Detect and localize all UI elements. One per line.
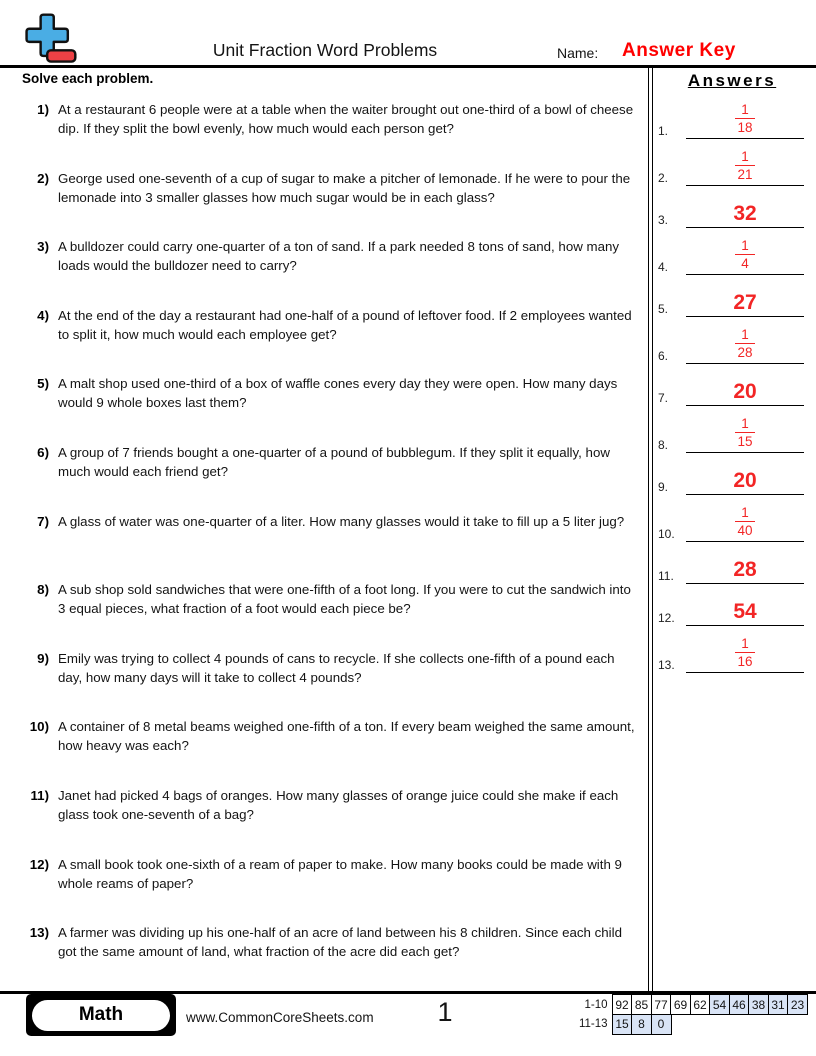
problem-number: 1) bbox=[37, 102, 49, 117]
answer-value-fraction bbox=[735, 505, 755, 539]
answer-blank-line bbox=[686, 381, 804, 406]
score-cell: 92 bbox=[612, 994, 633, 1015]
answer-value-fraction bbox=[735, 102, 755, 136]
answer-value-fraction bbox=[735, 238, 755, 272]
answer-blank-line bbox=[686, 601, 804, 626]
answer-number: 1. bbox=[658, 124, 669, 138]
score-cell: 38 bbox=[748, 994, 769, 1015]
answer-number: 8. bbox=[658, 438, 669, 452]
answer-blank-line bbox=[686, 559, 804, 584]
answer-value: 20 bbox=[733, 380, 757, 403]
problem-number: 10) bbox=[29, 719, 49, 735]
problem-number: 3) bbox=[37, 239, 49, 255]
problem-number: 12) bbox=[29, 856, 49, 872]
score-cell: 31 bbox=[768, 994, 789, 1015]
score-cells bbox=[612, 1014, 672, 1035]
answer-value: 32 bbox=[733, 202, 757, 225]
answer-number: 10. bbox=[658, 527, 675, 541]
answer-blank-line bbox=[686, 470, 804, 495]
problem-text: A small book took one-sixth of a ream of paper to make. How many books could be made with 9 whole reams of paper? bbox=[58, 856, 622, 891]
answer-value: 54 bbox=[733, 600, 757, 623]
answer-number: 6. bbox=[658, 349, 669, 363]
answer-value: 20 bbox=[733, 469, 757, 492]
fraction-numerator: 1 bbox=[735, 102, 755, 120]
score-cells bbox=[612, 994, 809, 1015]
problem-number: 5) bbox=[37, 376, 49, 392]
score-row-1-10 bbox=[574, 994, 809, 1015]
answer-item-10 bbox=[656, 495, 808, 542]
answer-item-8 bbox=[656, 406, 808, 453]
answer-item-2 bbox=[656, 139, 808, 186]
problem-text: A farmer was dividing up his one-half of an acre of land between his 8 children. Since each child got the same amount of land, what fraction of the acre did each get? bbox=[58, 925, 622, 960]
problem-text: At the end of the day a restaurant had one-half of a pound of leftover food. If 2 employees wanted to split it, how much would each employee get? bbox=[58, 307, 632, 342]
score-cell: 15 bbox=[612, 1014, 633, 1035]
score-cell: 85 bbox=[631, 994, 652, 1015]
fraction-numerator: 1 bbox=[735, 149, 755, 167]
problem-item-9 bbox=[22, 649, 644, 718]
score-cell: 62 bbox=[690, 994, 711, 1015]
answer-item-5 bbox=[656, 275, 808, 317]
problem-item-12 bbox=[22, 855, 644, 924]
answer-item-7 bbox=[656, 364, 808, 406]
score-row-label: 11-13 bbox=[578, 1018, 608, 1030]
problem-number: 4) bbox=[37, 307, 49, 323]
score-cell: 77 bbox=[651, 994, 672, 1015]
answer-number: 9. bbox=[658, 480, 669, 494]
answer-blank-line bbox=[686, 238, 804, 275]
answer-value-fraction bbox=[735, 416, 755, 450]
website-url: www.CommonCoreSheets.com bbox=[186, 1010, 374, 1025]
answer-value: 27 bbox=[733, 291, 757, 314]
header-divider bbox=[0, 65, 816, 68]
problem-text: At a restaurant 6 people were at a table when the waiter brought out one-third of a bowl of cheese dip. If they split the bowl evenly, how much would each person get? bbox=[58, 102, 634, 136]
problem-text: A malt shop used one-third of a box of waffle cones every day they were open. How many days would 9 whole boxes last them? bbox=[58, 376, 618, 411]
answers-column-divider bbox=[648, 68, 653, 991]
fraction-numerator: 1 bbox=[735, 505, 755, 523]
score-cell: 8 bbox=[631, 1014, 652, 1035]
problem-number: 6) bbox=[37, 444, 49, 460]
answer-item-12 bbox=[656, 584, 808, 626]
answer-item-11 bbox=[656, 542, 808, 584]
answer-blank-line bbox=[686, 505, 804, 542]
answer-blank-line bbox=[686, 149, 804, 186]
problem-number: 8) bbox=[37, 582, 49, 598]
problem-item-10 bbox=[22, 717, 644, 786]
answer-item-6 bbox=[656, 317, 808, 364]
subject-badge-label: Math bbox=[32, 1000, 170, 1031]
answer-number: 4. bbox=[658, 260, 669, 274]
problem-item-11 bbox=[22, 786, 644, 855]
name-label: Name: bbox=[557, 45, 599, 61]
problem-text: A sub shop sold sandwiches that were one-fifth of a foot long. If you were to cut the sandwich into 3 equal pieces, what fraction of a foot would each piece be? bbox=[58, 582, 631, 617]
answer-item-1 bbox=[656, 92, 808, 139]
instructions: Solve each problem. bbox=[22, 71, 154, 86]
score-row-label: 1-10 bbox=[584, 998, 608, 1011]
problem-text: A bulldozer could carry one-quarter of a ton of sand. If a park needed 8 tons of sand, how many loads would the bulldozer need to carry? bbox=[58, 239, 620, 274]
problem-number: 9) bbox=[37, 650, 49, 666]
answer-number: 3. bbox=[658, 213, 669, 227]
score-cell: 0 bbox=[651, 1014, 672, 1035]
fraction-denominator: 4 bbox=[741, 256, 749, 272]
answer-blank-line bbox=[686, 416, 804, 453]
problem-item-4 bbox=[22, 306, 644, 375]
problem-item-3 bbox=[22, 237, 644, 306]
problem-item-13 bbox=[22, 923, 644, 992]
problem-text: Emily was trying to collect 4 pounds of cans to recycle. If she collects one-fifth of a pound each day, how many days will it take to collect 4 pounds? bbox=[58, 650, 615, 685]
answer-blank-line bbox=[686, 102, 804, 139]
problem-item-6 bbox=[22, 443, 644, 512]
problem-number: 2) bbox=[37, 170, 49, 186]
score-cell: 23 bbox=[787, 994, 808, 1015]
fraction-numerator: 1 bbox=[735, 636, 755, 654]
answer-item-4 bbox=[656, 228, 808, 275]
fraction-denominator: 16 bbox=[737, 654, 753, 670]
answers-heading: Answers bbox=[687, 71, 777, 90]
problem-item-5 bbox=[22, 374, 644, 443]
answer-value-fraction bbox=[735, 636, 755, 670]
subject-badge bbox=[26, 994, 176, 1036]
answer-number: 13. bbox=[658, 658, 675, 672]
fraction-denominator: 40 bbox=[737, 523, 753, 539]
name-value-answer-key: Answer Key bbox=[622, 40, 736, 61]
answer-value-fraction bbox=[735, 327, 755, 361]
problem-item-7 bbox=[22, 512, 644, 581]
score-cell: 54 bbox=[709, 994, 730, 1015]
problem-item-1 bbox=[22, 100, 644, 169]
answer-item-3 bbox=[656, 186, 808, 228]
score-row-11-13 bbox=[574, 1014, 809, 1035]
problem-text: George used one-seventh of a cup of sugar to make a pitcher of lemonade. If he were to pour the lemonade into 3 smaller glasses how much sugar would be in each glass? bbox=[58, 170, 631, 205]
answer-number: 5. bbox=[658, 302, 669, 316]
answer-blank-line bbox=[686, 327, 804, 364]
problem-item-8 bbox=[22, 580, 644, 649]
answer-number: 2. bbox=[658, 171, 669, 185]
score-cell: 46 bbox=[729, 994, 750, 1015]
problem-text: A group of 7 friends bought a one-quarter of a pound of bubblegum. If they split it equally, how much would each friend get? bbox=[58, 444, 610, 479]
problem-text: Janet had picked 4 bags of oranges. How many glasses of orange juice could she make if each glass took one-seventh of a bag? bbox=[58, 787, 619, 822]
answer-item-13 bbox=[656, 626, 808, 673]
answer-item-9 bbox=[656, 453, 808, 495]
fraction-numerator: 1 bbox=[735, 238, 755, 256]
answer-value-fraction bbox=[735, 149, 755, 183]
score-table bbox=[574, 994, 809, 1035]
fraction-numerator: 1 bbox=[735, 327, 755, 345]
answer-blank-line bbox=[686, 203, 804, 228]
answer-blank-line bbox=[686, 292, 804, 317]
problem-item-2 bbox=[22, 169, 644, 238]
fraction-denominator: 21 bbox=[737, 167, 753, 183]
fraction-denominator: 28 bbox=[737, 345, 753, 361]
problems-list bbox=[22, 100, 644, 992]
answer-number: 7. bbox=[658, 391, 669, 405]
answers-list bbox=[656, 92, 808, 673]
answer-number: 12. bbox=[658, 611, 675, 625]
problem-text: A container of 8 metal beams weighed one-fifth of a ton. If every beam weighed the same amount, how heavy was each? bbox=[58, 719, 635, 754]
page-title: Unit Fraction Word Problems bbox=[212, 40, 438, 60]
fraction-denominator: 15 bbox=[737, 434, 753, 450]
fraction-numerator: 1 bbox=[735, 416, 755, 434]
problem-text: A glass of water was one-quarter of a liter. How many glasses would it take to fill up a 5 liter jug? bbox=[58, 513, 625, 529]
problem-number: 13) bbox=[29, 925, 49, 941]
answer-number: 11. bbox=[658, 569, 674, 583]
page-number: 1 bbox=[437, 997, 453, 1027]
problem-number: 7) bbox=[37, 513, 49, 529]
problem-number: 11) bbox=[30, 787, 49, 803]
fraction-denominator: 18 bbox=[737, 120, 753, 136]
answer-blank-line bbox=[686, 636, 804, 673]
answer-value: 28 bbox=[733, 558, 757, 581]
score-cell: 69 bbox=[670, 994, 691, 1015]
